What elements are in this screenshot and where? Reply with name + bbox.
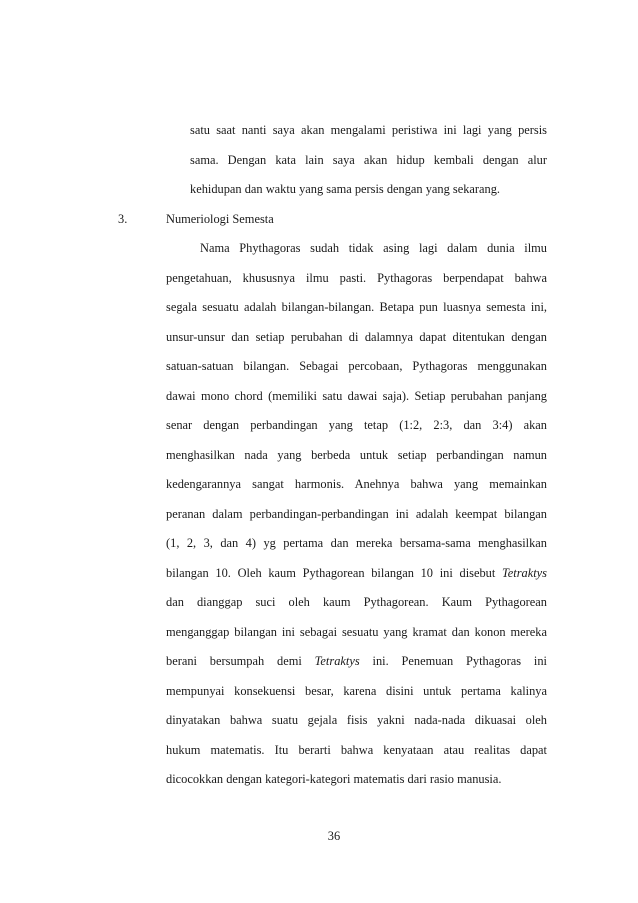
paragraph-line-tetraktys bbox=[166, 653, 547, 669]
intro-line: sama. Dengan kata lain saya akan hidup kembali dengan alur bbox=[190, 153, 547, 167]
paragraph-line: kedengarannya sangat harmonis. Anehnya bahwa yang memainkan bbox=[166, 477, 547, 491]
paragraph-line: dawai mono chord (memiliki satu dawai saja). Setiap perubahan panjang bbox=[166, 389, 547, 403]
paragraph-first-line: Nama Phythagoras sudah tidak asing lagi dalam dunia ilmu bbox=[200, 241, 547, 255]
paragraph-line: (1, 2, 3, dan 4) yg pertama dan mereka bersama-sama menghasilkan bbox=[166, 536, 547, 550]
section-title: Numeriologi Semesta bbox=[166, 212, 274, 226]
paragraph-line: unsur-unsur dan setiap perubahan di dalamnya dapat ditentukan dengan bbox=[166, 330, 547, 344]
paragraph-line: peranan dalam perbandingan-perbandingan ini adalah keempat bilangan bbox=[166, 507, 547, 521]
paragraph-line: pengetahuan, khususnya ilmu pasti. Pythagoras berpendapat bahwa bbox=[166, 271, 547, 285]
paragraph-line-tetraktys bbox=[166, 565, 547, 581]
paragraph-line: dan dianggap suci oleh kaum Pythagorean. Kaum Pythagorean bbox=[166, 595, 547, 609]
italic-term: Tetraktys bbox=[314, 654, 360, 668]
italic-term: Tetraktys bbox=[502, 566, 547, 580]
paragraph-line: satuan-satuan bilangan. Sebagai percobaan, Pythagoras menggunakan bbox=[166, 359, 547, 373]
paragraph-line: mempunyai konsekuensi besar, karena disini untuk pertama kalinya bbox=[166, 684, 547, 698]
section-number: 3. bbox=[118, 212, 128, 226]
intro-line: satu saat nanti saya akan mengalami peristiwa ini lagi yang persis bbox=[190, 123, 547, 137]
paragraph-line: menganggap bilangan ini sebagai sesuatu yang kramat dan konon mereka bbox=[166, 625, 547, 639]
text-segment: bilangan 10. Oleh kaum Pythagorean bilangan 10 ini disebut bbox=[166, 566, 496, 580]
page-number: 36 bbox=[327, 829, 341, 843]
text-segment: ini. Penemuan Pythagoras ini bbox=[372, 654, 547, 668]
intro-line: kehidupan dan waktu yang sama persis dengan yang sekarang. bbox=[190, 182, 501, 196]
paragraph-line: hukum matematis. Itu berarti bahwa kenyataan atau realitas dapat bbox=[166, 743, 547, 757]
text-segment: berani bersumpah demi bbox=[166, 654, 302, 668]
paragraph-line: senar dengan perbandingan yang tetap (1:2, 2:3, dan 3:4) akan bbox=[166, 418, 547, 432]
paragraph-line: menghasilkan nada yang berbeda untuk setiap perbandingan namun bbox=[166, 448, 547, 462]
paragraph-line: dinyatakan bahwa suatu gejala fisis yakni nada-nada dikuasai oleh bbox=[166, 713, 547, 727]
paragraph-last-line: dicocokkan dengan kategori-kategori matematis dari rasio manusia. bbox=[166, 772, 502, 786]
paragraph-line: segala sesuatu adalah bilangan-bilangan. Betapa pun luasnya semesta ini, bbox=[166, 300, 547, 314]
